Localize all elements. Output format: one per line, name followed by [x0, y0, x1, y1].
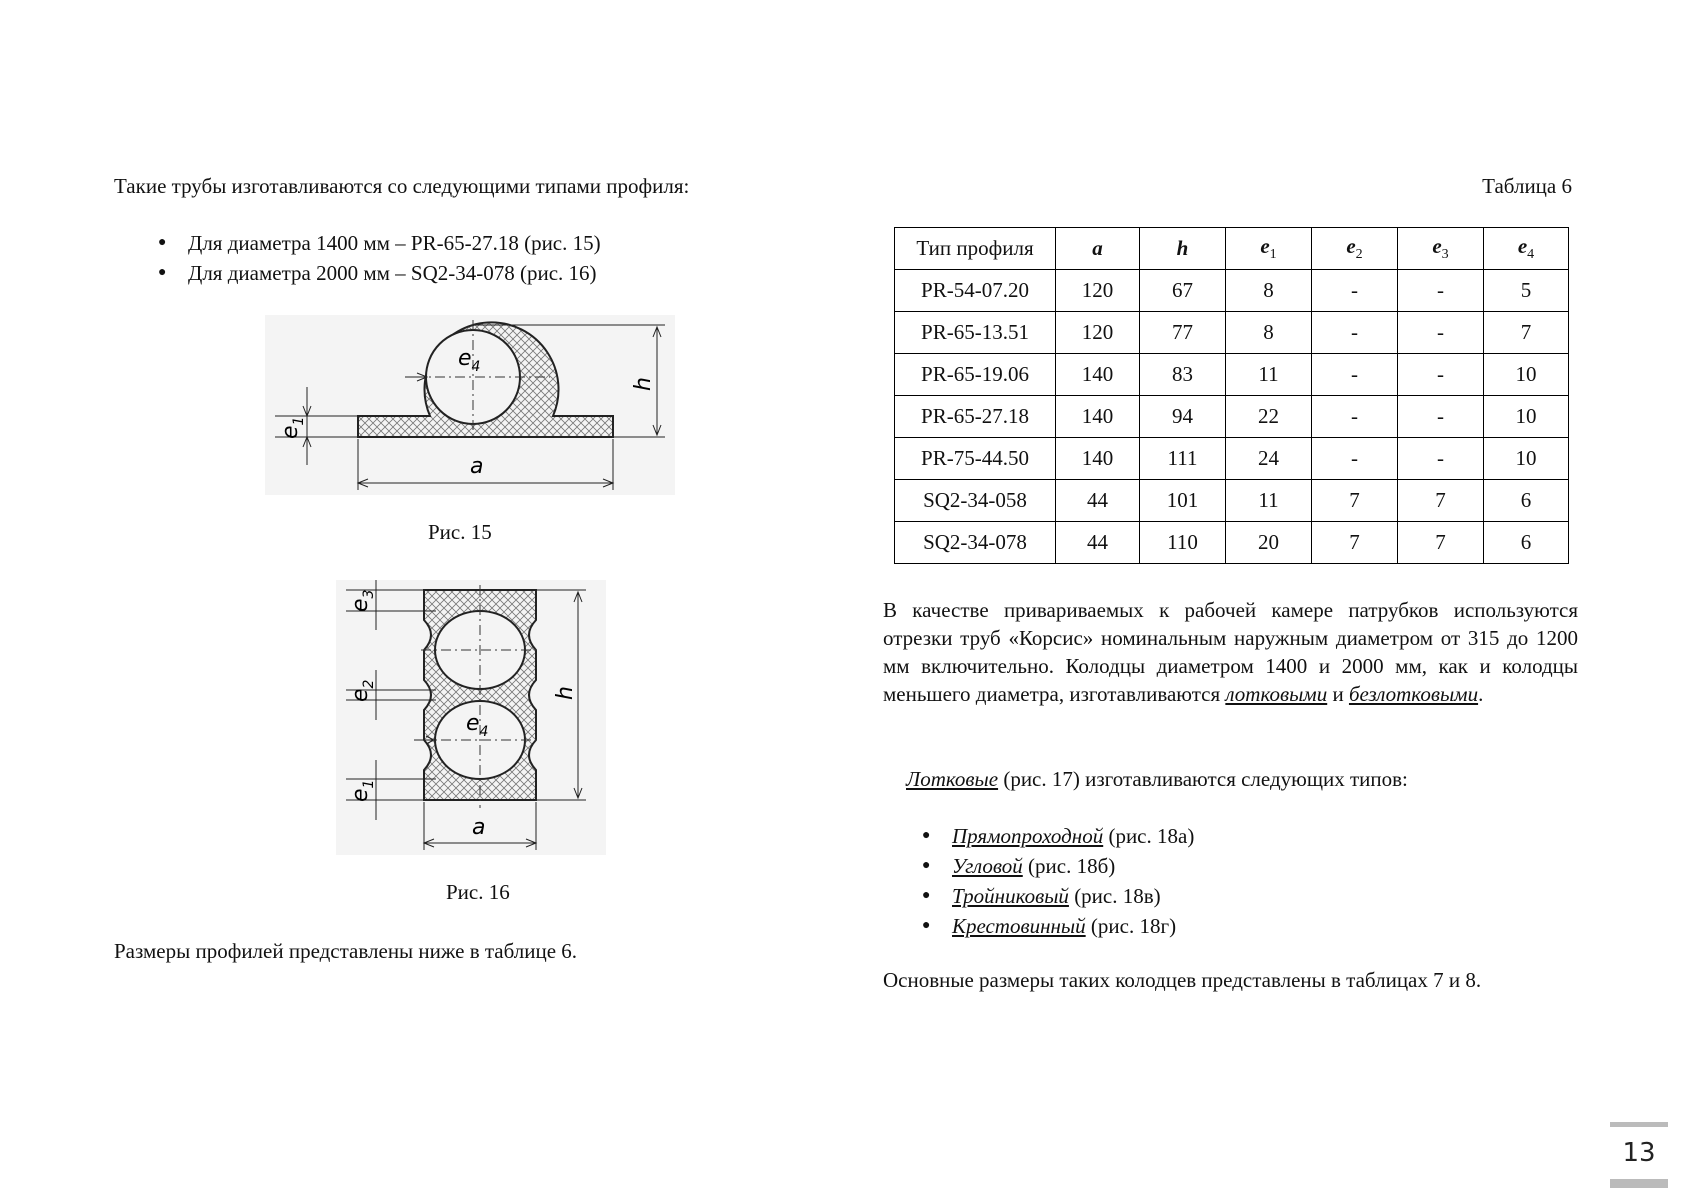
- cell: 7: [1312, 522, 1398, 564]
- cell: -: [1398, 312, 1484, 354]
- col-header: $e_2$: [1312, 228, 1398, 270]
- cell: 120: [1056, 312, 1140, 354]
- col-header: $e_4$: [1484, 228, 1569, 270]
- link-trayless[interactable]: безлотковыми: [1348, 682, 1479, 706]
- page-number: 13: [1610, 1122, 1668, 1188]
- cell: 101: [1140, 480, 1226, 522]
- figure-15-profile: [265, 315, 675, 495]
- tray-intro: Лотковые (рис. 17) изготавливаются следующих типов:: [906, 767, 1408, 791]
- cell: 110: [1140, 522, 1226, 564]
- link-tray-types[interactable]: Лотковые: [906, 767, 999, 791]
- svg-text:e1: $e_1$: [278, 416, 307, 439]
- diameter-list: [158, 228, 601, 288]
- cell: 10: [1484, 438, 1569, 480]
- cell: 7: [1398, 480, 1484, 522]
- cell: -: [1312, 270, 1398, 312]
- list-item: ● Прямопроходной (рис. 18а): [922, 821, 1194, 851]
- cell: PR-54-07.20: [895, 270, 1056, 312]
- cell: -: [1398, 396, 1484, 438]
- cell: SQ2-34-078: [895, 522, 1056, 564]
- cell: 7: [1484, 312, 1569, 354]
- cell: 24: [1226, 438, 1312, 480]
- table-row: [895, 522, 1569, 564]
- list-item: ● Угловой (рис. 18б): [922, 851, 1194, 881]
- link-cross[interactable]: Крестовинный: [952, 914, 1086, 938]
- link-angular[interactable]: Угловой: [952, 854, 1023, 878]
- list-item: ● Крестовинный (рис. 18г): [922, 911, 1194, 941]
- cell: 77: [1140, 312, 1226, 354]
- cell: PR-75-44.50: [895, 438, 1056, 480]
- table-row: [895, 270, 1569, 312]
- figure-15-caption: Рис. 15: [428, 520, 492, 544]
- link-tee[interactable]: Тройниковый: [952, 884, 1069, 908]
- cell: 6: [1484, 522, 1569, 564]
- cell: 22: [1226, 396, 1312, 438]
- cell: PR-65-27.18: [895, 396, 1056, 438]
- cell: 140: [1056, 396, 1140, 438]
- table-row: [895, 438, 1569, 480]
- cell: 44: [1056, 480, 1140, 522]
- cell: PR-65-13.51: [895, 312, 1056, 354]
- cell: 44: [1056, 522, 1140, 564]
- cell: 67: [1140, 270, 1226, 312]
- table-row: [895, 312, 1569, 354]
- col-header: $e_3$: [1398, 228, 1484, 270]
- table-row: [895, 396, 1569, 438]
- cell: 140: [1056, 438, 1140, 480]
- col-header: $e_1$: [1226, 228, 1312, 270]
- cell: 20: [1226, 522, 1312, 564]
- cell: 83: [1140, 354, 1226, 396]
- outro-text: Основные размеры таких колодцев представлены в таблицах 7 и 8.: [883, 968, 1482, 992]
- cell: 94: [1140, 396, 1226, 438]
- svg-text:e2: $e_2$: [348, 679, 377, 702]
- cell: 11: [1226, 480, 1312, 522]
- table-header-row: [895, 228, 1569, 270]
- cell: 5: [1484, 270, 1569, 312]
- svg-text:e1: $e_1$: [348, 779, 377, 802]
- cell: 10: [1484, 354, 1569, 396]
- cell: 140: [1056, 354, 1140, 396]
- cell: 8: [1226, 270, 1312, 312]
- cell: SQ2-34-058: [895, 480, 1056, 522]
- list-item: ● Для диаметра 1400 мм – PR-65-27.18 (рис. 15): [158, 228, 601, 258]
- link-tray[interactable]: лотковыми: [1225, 682, 1328, 706]
- cell: -: [1398, 438, 1484, 480]
- figure-16-profile: [336, 580, 606, 855]
- table-row: [895, 480, 1569, 522]
- cell: 10: [1484, 396, 1569, 438]
- cell: 11: [1226, 354, 1312, 396]
- cell: 7: [1398, 522, 1484, 564]
- cell: -: [1312, 312, 1398, 354]
- cell: -: [1398, 354, 1484, 396]
- list-item: ● Тройниковый (рис. 18в): [922, 881, 1194, 911]
- types-list: [922, 821, 1194, 941]
- cell: PR-65-19.06: [895, 354, 1056, 396]
- table-title: Таблица 6: [1482, 174, 1572, 198]
- cell: 8: [1226, 312, 1312, 354]
- cell: 120: [1056, 270, 1140, 312]
- cell: -: [1312, 438, 1398, 480]
- cell: 6: [1484, 480, 1569, 522]
- col-header: h: [1140, 228, 1226, 270]
- pipes-paragraph: В качестве привариваемых к рабочей камере патрубков используются отрезки труб «Корсис» номинальным наружным диаметром от 315 до 1200 мм включительно. Колодцы диаметром 1400 и 2000 мм, как и колодцы меньшего диаметра, изготавливаются лотковыми и безлотковыми.: [883, 598, 1578, 706]
- cell: 111: [1140, 438, 1226, 480]
- figure-16-caption: Рис. 16: [446, 880, 510, 904]
- svg-text:e3: $e_3$: [348, 589, 377, 612]
- sizes-note: Размеры профилей представлены ниже в таблице 6.: [114, 939, 578, 963]
- link-straight[interactable]: Прямопроходной: [952, 824, 1104, 848]
- svg-text:e4: $e_4$: [466, 711, 489, 740]
- cell: -: [1398, 270, 1484, 312]
- cell: -: [1312, 396, 1398, 438]
- svg-text:h: h: [553, 686, 578, 700]
- list-item: ● Для диаметра 2000 мм – SQ2-34-078 (рис. 16): [158, 258, 601, 288]
- svg-text:a: a: [470, 454, 484, 479]
- table-row: [895, 354, 1569, 396]
- profile-table: [894, 227, 1569, 564]
- col-header: Тип профиля: [895, 228, 1056, 270]
- svg-text:a: a: [472, 815, 486, 840]
- col-header: a: [1056, 228, 1140, 270]
- cell: 7: [1312, 480, 1398, 522]
- svg-text:e4: $e_4$: [458, 346, 481, 375]
- intro-text: Такие трубы изготавливаются со следующими типами профиля:: [114, 174, 690, 198]
- cell: -: [1312, 354, 1398, 396]
- svg-text:h: h: [631, 377, 656, 391]
